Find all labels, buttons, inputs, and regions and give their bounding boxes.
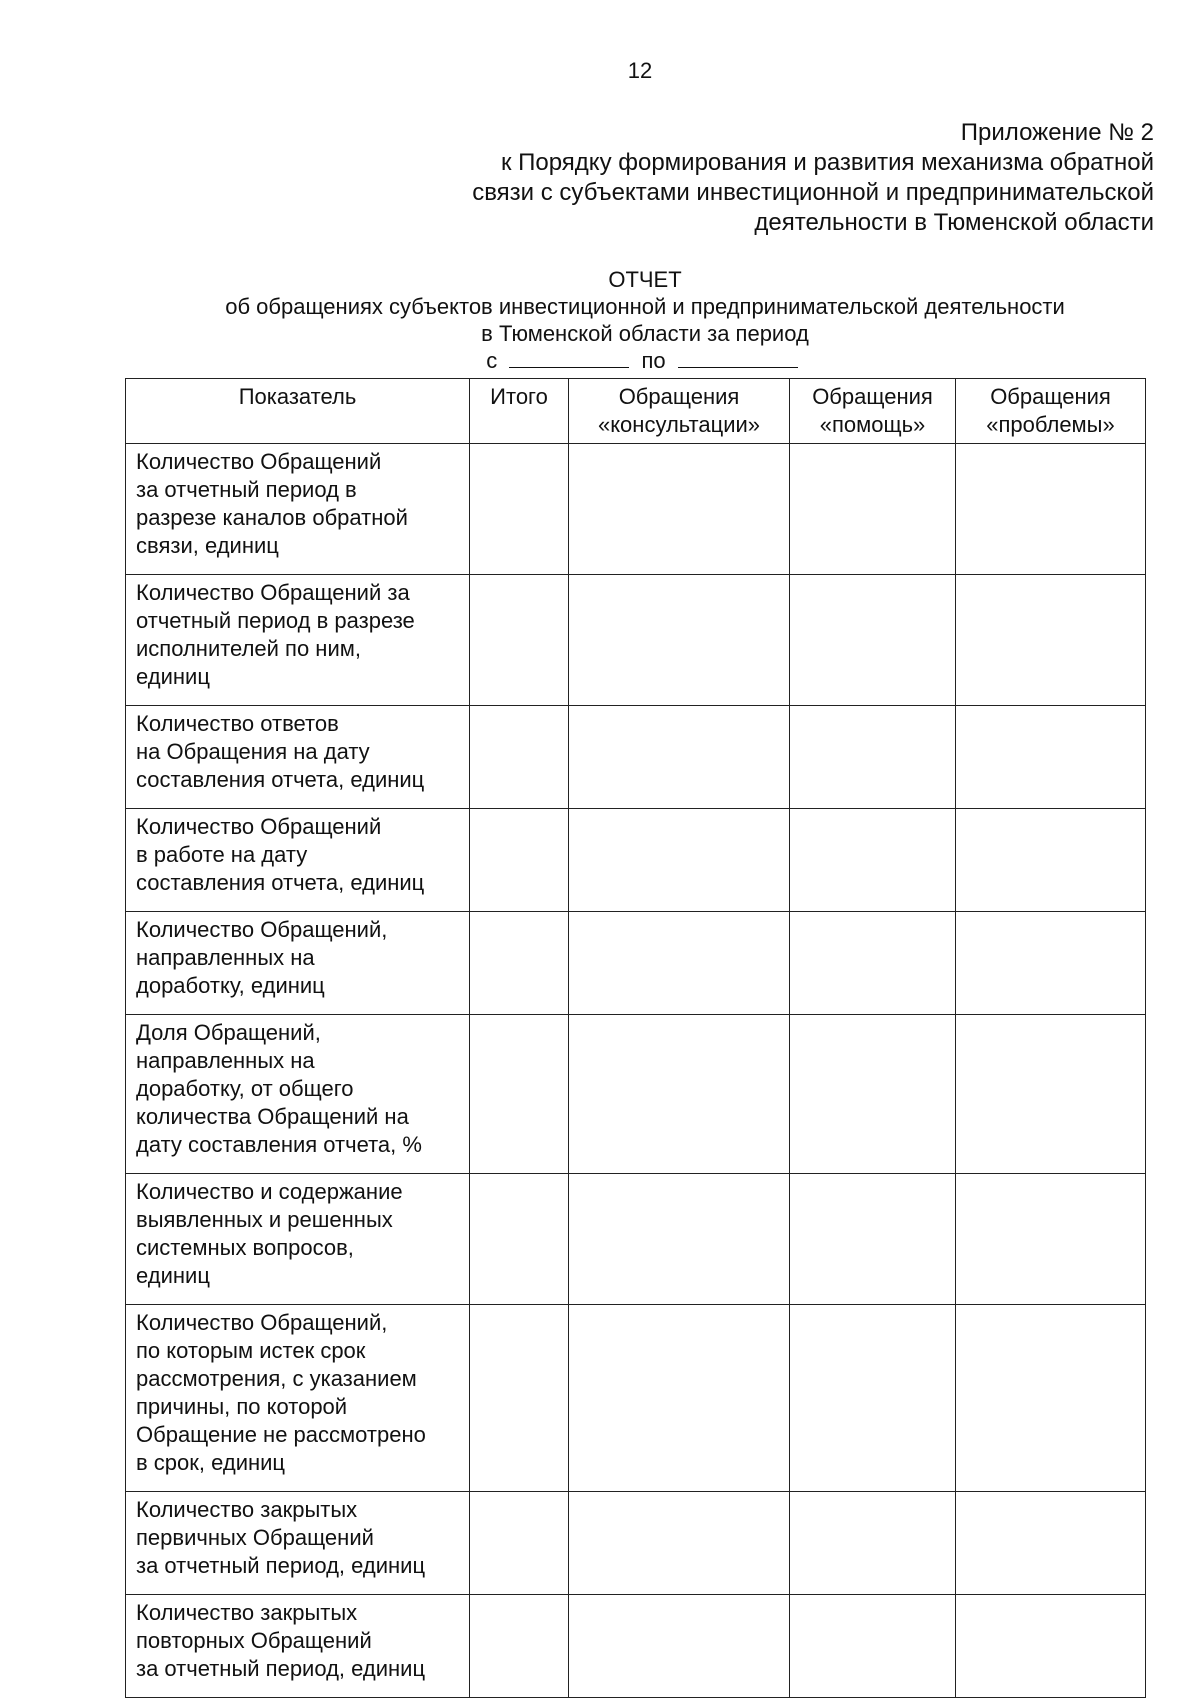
header-indicator: Показатель bbox=[126, 379, 470, 444]
table-row bbox=[126, 809, 1146, 912]
header-help: Обращения «помощь» bbox=[790, 379, 956, 444]
cell-total[interactable] bbox=[470, 1492, 569, 1595]
cell-consultations[interactable] bbox=[569, 444, 790, 575]
cell-help[interactable] bbox=[790, 1595, 956, 1698]
cell-help[interactable] bbox=[790, 575, 956, 706]
row-indicator-label: Количество ответов на Обращения на дату составления отчета, единиц bbox=[126, 706, 470, 809]
cell-help[interactable] bbox=[790, 706, 956, 809]
table-row bbox=[126, 1174, 1146, 1305]
table-row bbox=[126, 575, 1146, 706]
cell-consultations[interactable] bbox=[569, 1305, 790, 1492]
cell-total[interactable] bbox=[470, 1305, 569, 1492]
appendix-line: деятельности в Тюменской области bbox=[754, 209, 1154, 236]
row-indicator-label: Количество Обращений в работе на дату составления отчета, единиц bbox=[126, 809, 470, 912]
appendix-line: связи с субъектами инвестиционной и предпринимательской bbox=[472, 179, 1154, 206]
row-indicator-label: Количество Обращений, по которым истек срок рассмотрения, с указанием причины, по которой Обращение не рассмотрено в срок, единиц bbox=[126, 1305, 470, 1492]
header-consultations: Обращения «консультации» bbox=[569, 379, 790, 444]
report-subtitle: об обращениях субъектов инвестиционной и предпринимательской деятельности bbox=[225, 294, 1065, 319]
header-total: Итого bbox=[470, 379, 569, 444]
cell-help[interactable] bbox=[790, 1492, 956, 1595]
cell-help[interactable] bbox=[790, 1015, 956, 1174]
cell-total[interactable] bbox=[470, 706, 569, 809]
cell-help[interactable] bbox=[790, 912, 956, 1015]
table-header-row bbox=[126, 379, 1146, 444]
table-row bbox=[126, 1305, 1146, 1492]
appendix-header bbox=[394, 118, 1154, 238]
report-period bbox=[125, 347, 1165, 374]
row-indicator-label: Доля Обращений, направленных на доработку, от общего количества Обращений на дату составления отчета, % bbox=[126, 1015, 470, 1174]
table-row bbox=[126, 1015, 1146, 1174]
cell-consultations[interactable] bbox=[569, 1492, 790, 1595]
table-row bbox=[126, 1595, 1146, 1698]
cell-total[interactable] bbox=[470, 809, 569, 912]
cell-problems[interactable] bbox=[956, 1174, 1146, 1305]
cell-total[interactable] bbox=[470, 1595, 569, 1698]
cell-consultations[interactable] bbox=[569, 706, 790, 809]
cell-consultations[interactable] bbox=[569, 575, 790, 706]
period-from-label: с bbox=[486, 348, 498, 373]
report-title: ОТЧЕТ bbox=[608, 267, 682, 292]
cell-consultations[interactable] bbox=[569, 912, 790, 1015]
header-problems: Обращения «проблемы» bbox=[956, 379, 1146, 444]
cell-problems[interactable] bbox=[956, 444, 1146, 575]
row-indicator-label: Количество и содержание выявленных и решенных системных вопросов, единиц bbox=[126, 1174, 470, 1305]
cell-total[interactable] bbox=[470, 444, 569, 575]
cell-consultations[interactable] bbox=[569, 1174, 790, 1305]
cell-problems[interactable] bbox=[956, 912, 1146, 1015]
cell-help[interactable] bbox=[790, 1305, 956, 1492]
cell-total[interactable] bbox=[470, 912, 569, 1015]
cell-consultations[interactable] bbox=[569, 809, 790, 912]
cell-help[interactable] bbox=[790, 1174, 956, 1305]
row-indicator-label: Количество Обращений за отчетный период в разрезе каналов обратной связи, единиц bbox=[126, 444, 470, 575]
table-row bbox=[126, 706, 1146, 809]
cell-problems[interactable] bbox=[956, 1015, 1146, 1174]
period-from-field[interactable] bbox=[509, 347, 629, 368]
appendix-line: к Порядку формирования и развития механизма обратной bbox=[500, 149, 1154, 176]
cell-consultations[interactable] bbox=[569, 1595, 790, 1698]
table-row bbox=[126, 912, 1146, 1015]
report-table bbox=[125, 378, 1146, 1698]
table-row bbox=[126, 1492, 1146, 1595]
cell-problems[interactable] bbox=[956, 1305, 1146, 1492]
cell-problems[interactable] bbox=[956, 809, 1146, 912]
cell-help[interactable] bbox=[790, 444, 956, 575]
cell-total[interactable] bbox=[470, 575, 569, 706]
cell-problems[interactable] bbox=[956, 1595, 1146, 1698]
cell-help[interactable] bbox=[790, 809, 956, 912]
cell-problems[interactable] bbox=[956, 706, 1146, 809]
table-row bbox=[126, 444, 1146, 575]
row-indicator-label: Количество Обращений, направленных на доработку, единиц bbox=[126, 912, 470, 1015]
row-indicator-label: Количество закрытых первичных Обращений за отчетный период, единиц bbox=[126, 1492, 470, 1595]
cell-total[interactable] bbox=[470, 1015, 569, 1174]
period-to-field[interactable] bbox=[678, 347, 798, 368]
report-subtitle-2: в Тюменской области за период bbox=[481, 321, 809, 346]
appendix-line: Приложение № 2 bbox=[960, 119, 1154, 146]
cell-consultations[interactable] bbox=[569, 1015, 790, 1174]
row-indicator-label: Количество закрытых повторных Обращений за отчетный период, единиц bbox=[126, 1595, 470, 1698]
page-number: 12 bbox=[627, 58, 653, 83]
report-heading bbox=[125, 266, 1165, 374]
cell-problems[interactable] bbox=[956, 575, 1146, 706]
cell-problems[interactable] bbox=[956, 1492, 1146, 1595]
cell-total[interactable] bbox=[470, 1174, 569, 1305]
period-to-label: по bbox=[641, 348, 666, 373]
row-indicator-label: Количество Обращений за отчетный период в разрезе исполнителей по ним, единиц bbox=[126, 575, 470, 706]
